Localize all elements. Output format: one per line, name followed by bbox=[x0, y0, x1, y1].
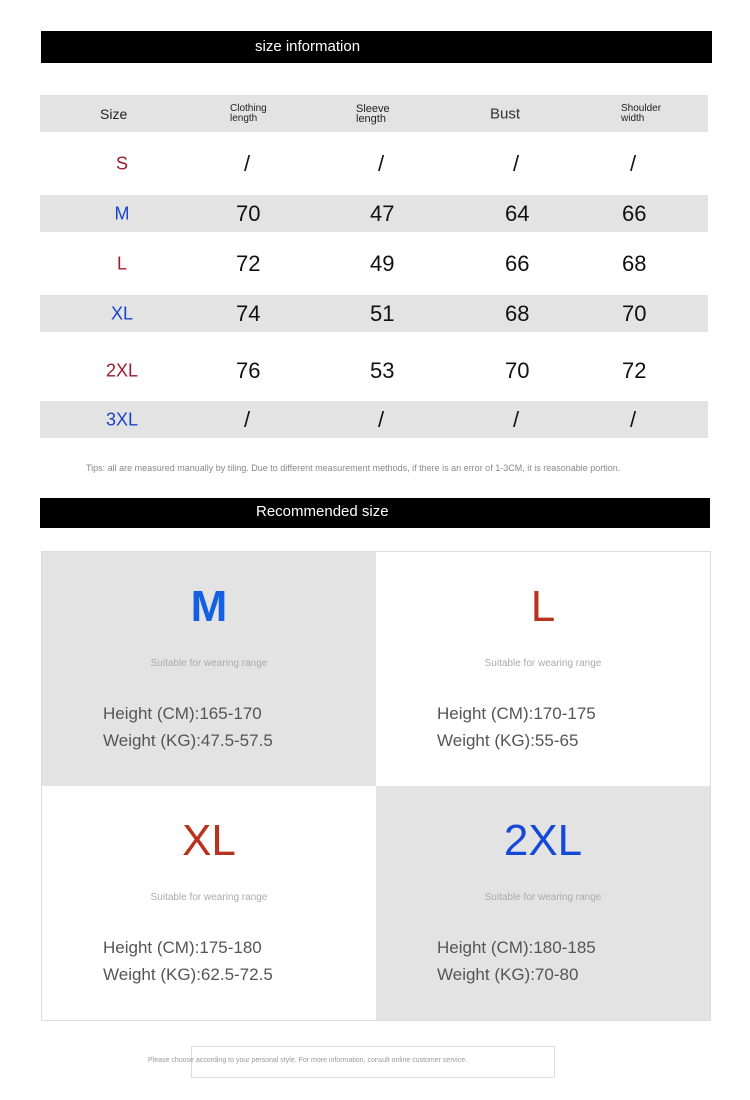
sleeve-length-value: 51 bbox=[370, 300, 395, 326]
clothing-length-value: / bbox=[244, 150, 251, 176]
size-card bbox=[42, 552, 376, 786]
shoulder-width-value: 70 bbox=[622, 300, 647, 326]
shoulder-width-value: 72 bbox=[622, 358, 647, 383]
card-size-label: XL bbox=[182, 816, 236, 865]
bust-value: 70 bbox=[505, 358, 530, 383]
table-row bbox=[40, 340, 708, 402]
card-size-label: M bbox=[190, 582, 228, 631]
card-height-range: Height (CM):180-185 bbox=[437, 938, 596, 957]
card-range-caption: Suitable for wearing range bbox=[150, 658, 268, 669]
sleeve-length-value: 53 bbox=[370, 358, 395, 383]
card-range-caption: Suitable for wearing range bbox=[484, 892, 602, 903]
card-range-caption: Suitable for wearing range bbox=[150, 892, 268, 903]
footer-note: Please choose according to your personal style. For more information, consult online customer service. bbox=[148, 1057, 468, 1064]
table-row bbox=[40, 401, 708, 438]
sleeve-length-value: / bbox=[378, 406, 385, 432]
size-information-banner bbox=[41, 31, 712, 63]
size-table-header bbox=[40, 95, 708, 132]
table-row bbox=[40, 136, 708, 191]
header-sleeve-length: Sleeve length bbox=[356, 102, 390, 125]
sleeve-length-value: 47 bbox=[370, 200, 395, 226]
measurement-tips: Tips: all are measured manually by tiling. Due to different measurement methods, if there is an error of 1-3CM, it is reasonable portion. bbox=[86, 463, 621, 473]
table-row bbox=[40, 195, 708, 232]
bust-value: / bbox=[513, 406, 520, 432]
bust-value: 66 bbox=[505, 250, 530, 276]
shoulder-width-value: / bbox=[630, 150, 637, 176]
table-row bbox=[40, 295, 708, 332]
card-height-range: Height (CM):170-175 bbox=[437, 704, 596, 723]
sleeve-length-value: / bbox=[378, 150, 385, 176]
table-row bbox=[40, 236, 708, 291]
shoulder-width-value: 68 bbox=[622, 250, 647, 276]
card-size-label: L bbox=[530, 582, 556, 631]
clothing-length-value: 70 bbox=[236, 200, 261, 226]
bust-value: 68 bbox=[505, 300, 530, 326]
card-range-caption: Suitable for wearing range bbox=[484, 658, 602, 669]
card-height-range: Height (CM):165-170 bbox=[103, 704, 262, 723]
card-height-range: Height (CM):175-180 bbox=[103, 938, 262, 957]
size-card bbox=[42, 786, 376, 1020]
size-label: XL bbox=[110, 303, 134, 323]
card-weight-range: Weight (KG):47.5-57.5 bbox=[103, 731, 273, 750]
recommended-size-grid bbox=[41, 551, 711, 1021]
clothing-length-value: 72 bbox=[236, 250, 261, 276]
card-weight-range: Weight (KG):55-65 bbox=[437, 731, 579, 750]
card-weight-range: Weight (KG):62.5-72.5 bbox=[103, 965, 273, 984]
size-card bbox=[376, 786, 710, 1020]
size-label: L bbox=[116, 253, 128, 273]
header-clothing-length: Clothing length bbox=[230, 102, 267, 124]
header-size: Size bbox=[100, 105, 128, 122]
size-information-title: size information bbox=[255, 38, 361, 55]
recommended-size-title: Recommended size bbox=[256, 503, 389, 520]
card-size-label: 2XL bbox=[503, 816, 583, 865]
clothing-length-value: / bbox=[244, 406, 251, 432]
size-card bbox=[376, 552, 710, 786]
bust-value: / bbox=[513, 150, 520, 176]
size-label: 2XL bbox=[105, 360, 139, 381]
header-shoulder-width: Shoulder width bbox=[621, 102, 662, 124]
recommended-size-banner bbox=[40, 498, 710, 528]
clothing-length-value: 76 bbox=[236, 358, 261, 383]
bust-value: 64 bbox=[505, 200, 530, 226]
shoulder-width-value: / bbox=[630, 406, 637, 432]
size-label: S bbox=[115, 153, 129, 173]
header-bust: Bust bbox=[490, 105, 521, 122]
shoulder-width-value: 66 bbox=[622, 200, 647, 226]
size-label: 3XL bbox=[105, 409, 139, 429]
card-weight-range: Weight (KG):70-80 bbox=[437, 965, 579, 984]
size-label: M bbox=[114, 203, 130, 223]
clothing-length-value: 74 bbox=[236, 300, 261, 326]
sleeve-length-value: 49 bbox=[370, 250, 395, 276]
